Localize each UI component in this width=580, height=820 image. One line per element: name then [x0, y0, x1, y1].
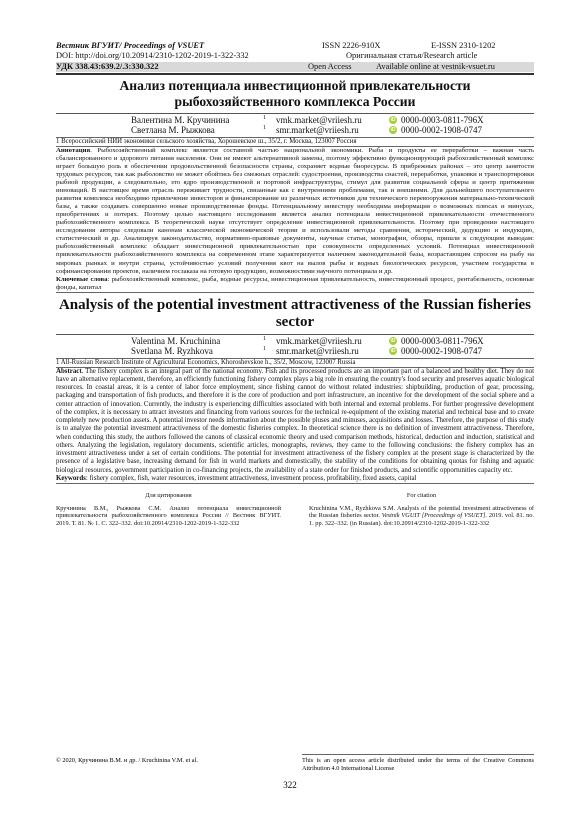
header-row-2: [56, 51, 534, 61]
header-divider: [56, 73, 534, 75]
abstract-label: Abstract: [56, 367, 82, 375]
citation-en-text-b: . 2019. vol. 81. no. 1. pp. 322–332. (in Russian). doi:10.20914/2310-1202-2019-1-322-332: [309, 512, 534, 527]
doi-link[interactable]: DOI: http://doi.org/10.20914/2310-1202-2019-1-322-332: [56, 51, 249, 61]
author-orcid[interactable]: 0000-0003-0811-796X: [401, 114, 484, 125]
author-name: Светлана М. Рыжкова: [131, 125, 215, 136]
author-email[interactable]: smr.market@vriiesh.ru: [276, 346, 359, 357]
authors-ru-top-rule: [56, 113, 534, 114]
abstract-text: . The fishery complex is an integral part of the national economy. Fish and its processed products are an important part of a balanced and healthy diet. They do not have an alternative replacement, therefore, an efficiently functioning fishery complex plays a big role in ensuring the country's food security and preserves aquatic biological resources. In coastal areas, it is a center of labor force employment, since fishing cannot do without related industries: shipbuilding, production of gear, processing, packaging and transportation of fish products, and therefore it is the core of production and port infrastructure, an incentive for the development of the social sphere and a center attraction of innovation. Currently, the industry is experiencing difficulties associated with both internal and external problems. For further progressive development of the complex, it is necessary to attract investors and financing from various sources for the technical re-equipment of the existing material and technical base and to create completely new production assets. A potential investor needs information about the possible pluses and minuses, acquisitions and losses. Therefore, the purpose of this study is to analyze the potential investment attractiveness of the domestic fisheries complex. In theoretical science there is no definition of investment attractiveness. Therefore, when conducting this study, the authors followed the canons of classical economic theory and used comparison methods, historical, deduction and induction, statistical and others. Analyzing the legislation, regulatory documents, scientific articles, monographs, reviews, they came to the following conclusions: the fishery complex has an investment attractiveness under a set of certain conditions. The potential for investment attractiveness of the fishery complex at the present stage is characterized by the presence of a legislative base, increasing demand for fish in world markets and domestically, the stability of the conditions for obtaining quotas for fishing and aquatic biological resources, government participation in co-financing projects, the availability of a state order for finished products, and scientific opportunities capacity etc.: [56, 367, 534, 474]
orcid-icon[interactable]: iD: [390, 348, 396, 355]
citation-en-text-a: Kruchinina V.M., Ryzhkova S.M. Analysis of the potential investment attractiveness of the Russian fisheries sector.: [309, 504, 534, 520]
author-ru-1: [56, 115, 534, 125]
author-affil-mark: 1: [263, 335, 266, 342]
citation-en-text: [309, 505, 534, 528]
author-orcid[interactable]: 0000-0002-1908-0747: [401, 125, 482, 136]
author-en-1: [56, 336, 534, 346]
title-ru: Анализ потенциала инвестиционной привлекательности рыбохозяйственного комплекса России: [119, 77, 471, 109]
citation-block: [56, 492, 534, 527]
citation-en: [309, 492, 534, 527]
orcid-icon[interactable]: iD: [390, 127, 396, 134]
affiliation-ru: 1 Всероссийский НИИ экономики сельского хозяйства, Хорошевское ш., 35/2, г. Москва, 123007 Россия: [56, 137, 534, 147]
journal-name: Вестник ВГУИТ/ Proceedings of VSUET: [56, 41, 205, 50]
issn: ISSN 2226-910X: [322, 41, 381, 50]
keywords-label: Keywords: [56, 474, 86, 482]
author-name: Svetlana M. Ryzhkova: [131, 346, 213, 357]
keywords-ru: [56, 276, 534, 293]
page-number: 322: [283, 780, 297, 790]
author-en-2: [56, 346, 534, 356]
affiliation-en: 1 All-Russian Research Institute of Agricultural Economics, Khoroshevskoe h., 35/2, Moscow, 123007 Russia: [56, 358, 534, 368]
author-orcid[interactable]: 0000-0002-1908-0747: [401, 346, 482, 357]
author-affil-mark: 1: [263, 125, 266, 132]
header-row-3: [56, 62, 534, 72]
keywords-en: [56, 475, 534, 484]
author-ru-2: [56, 125, 534, 135]
author-name: Valentina M. Kruchinina: [131, 335, 221, 346]
orcid-icon[interactable]: iD: [390, 337, 396, 344]
title-en: Analysis of the potential investment attractiveness of the Russian fisheries sector: [58, 296, 532, 330]
eissn: E-ISSN 2310-1202: [431, 41, 496, 50]
abstract-en: [56, 368, 534, 475]
license-text[interactable]: This is an open access article distributed under the terms of the Creative Commons Attribution 4.0 International License: [302, 754, 534, 772]
author-orcid[interactable]: 0000-0003-0811-796X: [401, 335, 484, 346]
available-online[interactable]: Available online at vestnik-vsuet.ru: [376, 61, 495, 71]
author-email[interactable]: smr.market@vriiesh.ru: [276, 125, 359, 136]
citation-ru-title: Для цитирования: [145, 492, 192, 500]
abstract-text: . Рыбохозяйственный комплекс является составной частью национальной экономики. Рыба и продукты ее переработки – важная часть сбалансированного и здорового питания населения. Они не имеют альтернативной замены, поэтому эффективно функционирующий рыбохозяйственный комплекс играет большую роль в обеспечении продовольственной безопасности страны, сохраняет водные биоресурсы. В прибрежных районах – это центр занятости трудовых ресурсов, так как рыболовство не может обойтись без смежных отраслей: судостроения, производства снастей, переработки, упаковки и транспортировки рыбной продукции, а следовательно, это ядро производственной и портовой инфраструктуры, стимул для развития социальной сферы и центр притяжения инноваций. В настоящее время отрасль переживает трудности, связанные как с внутренними проблемами, так и внешними. Для дальнейшего поступательного развития комплекса необходимо привлечение инвесторов и финансирование из различных источников для технического перевооружения материально-технической базы, а также создавать совершенно новые производственные фонды. Потенциальному инвестору необходима информация о возможных плюсах и минусах, приобретениях и потерях. Поэтому целью настоящего исследования является анализ потенциала инвестиционной привлекательности отечественного рыбохозяйственного комплекса. В теоретической науке отсутствует определение инвестиционной привлекательности. Поэтому при проведении настоящего исследования авторы следовали канонам классической экономической теории и использовали методы сравнения, исторический, дедукцию и индукцию, статистический и др. Анализируя законодательство, нормативно-правовые документы, научные статьи, монографии, обзоры, пришли к следующим выводам: рыбохозяйственный комплекс обладает инвестиционной привлекательностью при совокупности определенных условий. Потенциал инвестиционной привлекательности рыбохозяйственного комплекса на современном этапе характеризуется наличием законодательной базы, возрастающим спросом на рыбу на мировых рынках и внутри страны, устойчивостью условий получения квот на вылов рыбы и водных биологических ресурсов, участием государства в софинансировании проектов, наличием госзаказа на готовую продукцию, возможностями научного потенциала и др.: [56, 146, 534, 275]
udk: УДК 338.43:639.2/.3:330.322: [56, 61, 159, 71]
article-type: Оригинальная статья/Research article: [346, 51, 478, 61]
author-affil-mark: 1: [263, 114, 266, 121]
keywords-text: : рыбохозяйственный комплекс, рыба, водные ресурсы, инвестиционная привлекательность, инвестиционный процесс, рентабельность, основные фонды, капитал: [56, 275, 534, 291]
copyright: © 2020, Кручинина В.М. и др. / Kruchinina V.M. et al.: [56, 757, 198, 764]
orcid-icon[interactable]: iD: [390, 117, 396, 124]
citation-en-title: For citation: [406, 492, 437, 500]
author-email[interactable]: vmk.market@vriiesh.ru: [276, 335, 362, 346]
keywords-text: : fishery complex, fish, water resources, investment attractiveness, investment process, profitability, fixed assets, capital: [85, 474, 417, 482]
header-row-1: [56, 41, 534, 51]
author-affil-mark: 1: [263, 346, 266, 353]
citation-en-journal: Vestnik VGUIT [Proceedings of VSUET]: [381, 512, 486, 520]
open-access-label: Open Access: [308, 61, 352, 71]
citation-ru: [56, 492, 281, 527]
authors-en-top-rule: [56, 334, 534, 335]
author-name: Валентина М. Кручинина: [131, 114, 230, 125]
abstract-ru: [56, 147, 534, 276]
keywords-label: Ключевые слова: [56, 275, 108, 283]
abstract-label: Аннотация: [56, 146, 91, 154]
citation-ru-text: Кручинина В.М., Рыжкова С.М. Анализ потенциала инвестиционной привлекательности рыбохозяйственного комплекса России // Вестник ВГУИТ. 2019. Т. 81. № 1. С. 322–332. doi:10.20914/2310-1202-2019-1-322-332: [56, 504, 281, 527]
author-email[interactable]: vmk.market@vriiesh.ru: [276, 114, 362, 125]
